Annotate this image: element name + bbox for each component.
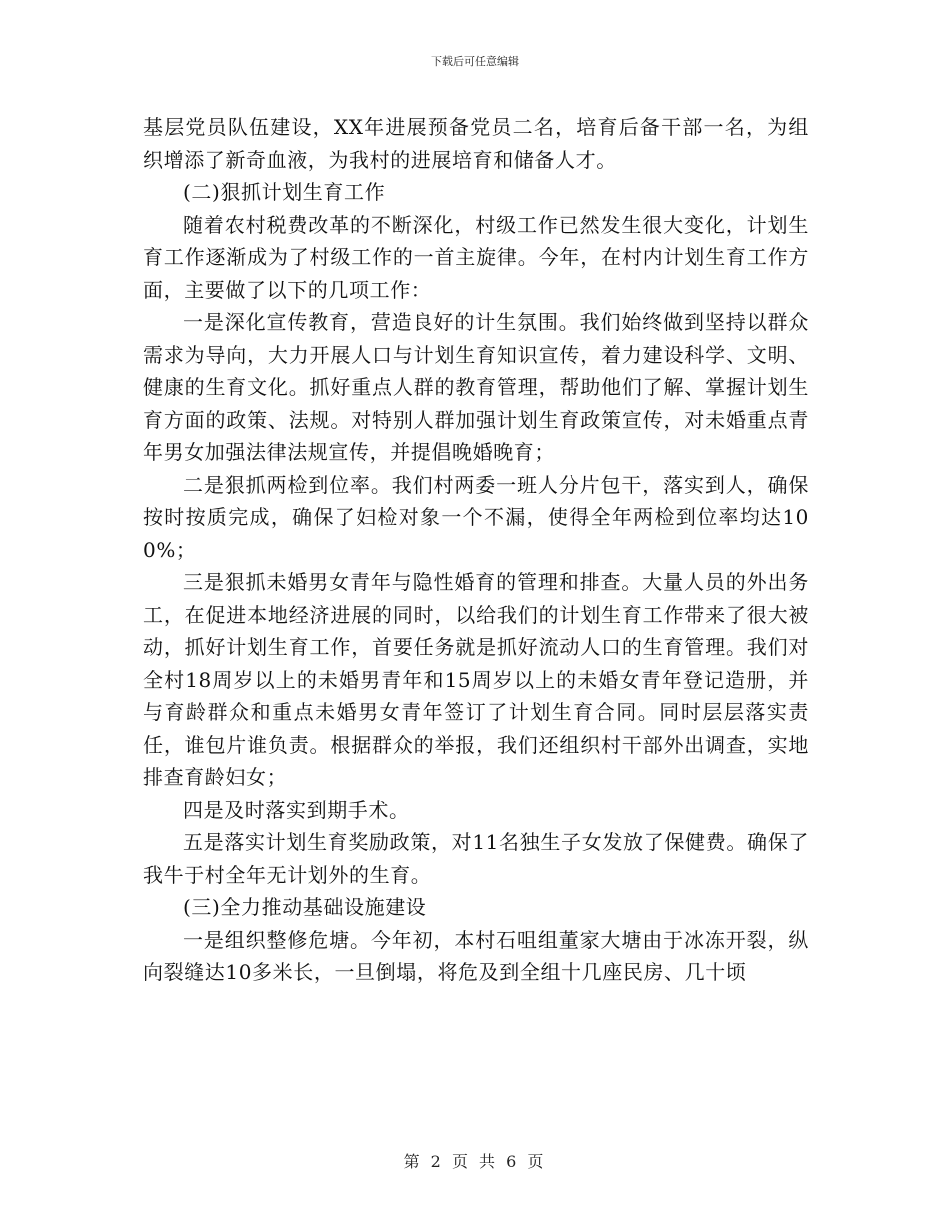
paragraph: 四是及时落实到期手术。 <box>183 797 410 822</box>
section-heading-family-planning: (二)狠抓计划生育工作 <box>183 180 386 204</box>
paragraph: 三是狠抓未婚男女青年与隐性婚育的管理和排查。大量人员的外出务工，在促进本地经济进展的同时，以给我们的计划生育工作带来了很大被动，抓好计划生育工作，首要任务就是抓好流动人口的生育管理。我们对全村18周岁以上的未婚男青年和15周岁以上的未婚女青年登记造册，并与育龄群众和重点未婚男女青年签订了计划生育合同。同时层层落实责任，谁包片谁负责。根据群众的举报，我们还组织村干部外出调查，实地排查育龄妇女； <box>143 570 809 789</box>
document-body <box>143 111 809 989</box>
paragraph: 随着农村税费改革的不断深化，村级工作已然发生很大变化，计划生育工作逐渐成为了村级工作的一首主旋律。今年，在村内计划生育工作方面，主要做了以下的几项工作： <box>143 212 809 302</box>
paragraph: 五是落实计划生育奖励政策，对11名独生子女发放了保健费。确保了我牛于村全年无计划外的生育。 <box>143 830 809 887</box>
page-header: 下载后可任意编辑 <box>431 55 519 68</box>
paragraph: 二是狠抓两检到位率。我们村两委一班人分片包干，落实到人，确保按时按质完成，确保了妇检对象一个不漏，使得全年两检到位率均达100%； <box>143 472 809 562</box>
paragraph: 一是组织整修危塘。今年初，本村石咀组董家大塘由于冰冻开裂，纵向裂缝达10多米长，一旦倒塌，将危及到全组十几座民房、几十顷 <box>143 927 809 984</box>
paragraph: 一是深化宣传教育，营造良好的计生氛围。我们始终做到坚持以群众需求为导向，大力开展人口与计划生育知识宣传，着力建设科学、文明、健康的生育文化。抓好重点人群的教育管理，帮助他们了解、掌握计划生育方面的政策、法规。对特别人群加强计划生育政策宣传，对未婚重点青年男女加强法律法规宣传，并提倡晚婚晚育； <box>143 310 809 464</box>
paragraph-continuation: 基层党员队伍建设，XX年进展预备党员二名，培育后备干部一名，为组织增添了新奇血液，为我村的进展培育和储备人才。 <box>143 115 809 172</box>
section-heading-infrastructure: (三)全力推动基础设施建设 <box>183 895 427 919</box>
page-number: 第 2 页 共 6 页 <box>403 1152 547 1171</box>
